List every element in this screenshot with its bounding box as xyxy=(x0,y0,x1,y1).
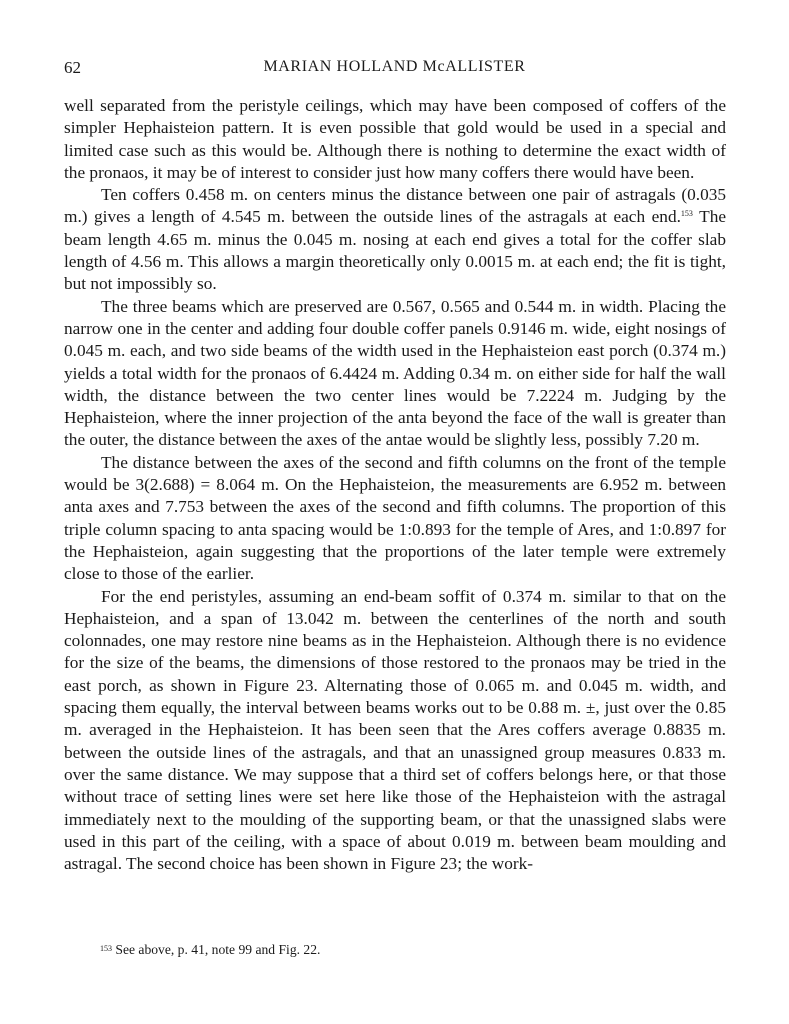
footnote xyxy=(100,942,320,958)
footnote-reference: 153 xyxy=(680,209,693,219)
footnote-number: 153 xyxy=(100,944,112,953)
paragraph-1: well separated from the peristyle ceilings, which may have been composed of coffers of the simpler Hephaisteion pattern. It is even possible that gold would be used in a special and limited case such as this would be. Although there is nothing to determine the exact width of the pronaos, it may be of interest to consider just how many coffers there would have been. xyxy=(64,96,726,182)
paragraph-2 xyxy=(64,184,726,295)
paragraph-5: For the end peristyles, assuming an end-beam soffit of 0.374 m. similar to that on the Hephaisteion, and a span of 13.042 m. between the centerlines of the north and south colonnades, one may restore nine beams as in the Hephaisteion. Although there is no evidence for the size of the beams, the dimensions of those restored to the pronaos may be tried in the east porch, as shown in Figure 23. Alternating those of 0.065 m. and 0.045 m. width, and spacing them equally, the interval between beams works out to be 0.88 m. ±, just over the 0.85 m. averaged in the Hephaisteion. It has been seen that the Ares coffers average 0.8835 m. between the outside lines of the astragals, and that an unassigned group measures 0.833 m. over the same distance. We may suppose that a third set of coffers belongs here, or that those without trace of setting lines were set here like those of the Hephaisteion with the astragal immediately next to the moulding of the supporting beam, or that the unassigned slabs were used in this part of the ceiling, with a space of about 0.019 m. between beam moulding and astragal. The second choice has been shown in Figure 23; the work- xyxy=(64,586,726,874)
body-text xyxy=(64,95,726,875)
footnote-text: See above, p. 41, note 99 and Fig. 22. xyxy=(115,942,321,957)
paragraph-2-text-b: The beam length 4.65 m. minus the 0.045 m. nosing at each end gives a total for the coffer slab length of 4.56 m. This allows a margin theoretically only 0.0015 m. at each end; the fit is tight, but not impossibly so. xyxy=(64,207,727,294)
paragraph-4: The distance between the axes of the second and fifth columns on the front of the temple would be 3(2.688) = 8.064 m. On the Hephaisteion, the measurements are 6.952 m. between anta axes and 7.753 between the axes of the second and fifth columns. The proportion of this triple column spacing to anta spacing would be 1:0.893 for the temple of Ares, and 1:0.897 for the Hephaisteion, again suggesting that the proportions of the later temple were extremely close to those of the earlier. xyxy=(64,452,726,584)
paragraph-3: The three beams which are preserved are 0.567, 0.565 and 0.544 m. in width. Placing the narrow one in the center and adding four double coffer panels 0.9146 m. wide, eight nosings of 0.045 m. each, and two side beams of the width used in the Hephaisteion east porch (0.374 m.) yields a total width for the pronaos of 6.4424 m. Adding 0.34 m. on either side for half the wall width, the distance between the two center lines would be 7.2224 m. Judging by the Hephaisteion, where the inner projection of the anta beyond the face of the wall is greater than the outer, the distance between the axes of the antae would be slightly less, possibly 7.20 m. xyxy=(64,296,726,450)
paragraph-2-text-a: Ten coffers 0.458 m. on centers minus the distance between one pair of astragals (0.035 m.) gives a length of 4.545 m. between the outside lines of the astragals at each end. xyxy=(64,185,726,227)
page-number: 62 xyxy=(64,58,81,77)
running-head: MARIAN HOLLAND McALLISTER xyxy=(263,58,526,75)
